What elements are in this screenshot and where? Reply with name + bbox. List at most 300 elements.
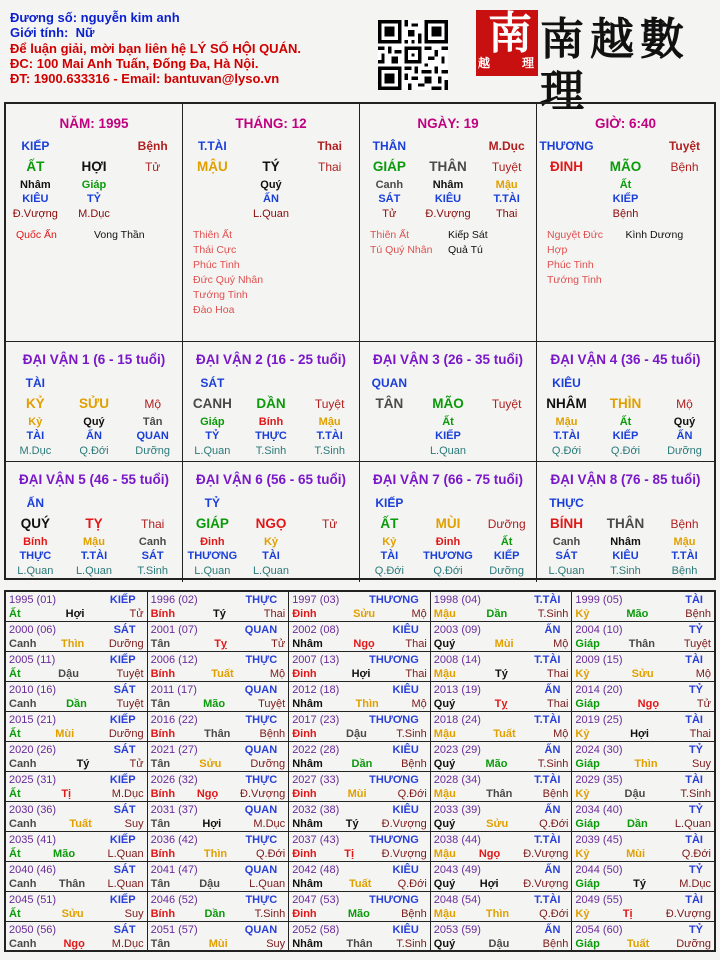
year-label: 2016 (22) <box>150 714 198 726</box>
year-branch: Dần <box>486 608 508 620</box>
year-cell[interactable] <box>6 592 148 622</box>
year-god: THƯƠNG <box>369 594 419 606</box>
year-cell[interactable] <box>572 772 714 802</box>
dai-van-god: KIẾP <box>375 496 404 510</box>
year-branch: Tuất <box>69 818 92 830</box>
year-stem: Quý <box>433 818 456 830</box>
year-stem: Mậu <box>433 608 456 620</box>
life-stage-row: L.Quan T.Sinh T.Sinh <box>194 445 345 457</box>
year-stage: Mộ <box>553 728 569 740</box>
year-stem: Nhâm <box>292 638 323 650</box>
year-stem: Kỷ <box>575 908 590 920</box>
year-god: THƯƠNG <box>369 774 419 786</box>
life-stage-row: L.Quan T.Sinh Bệnh <box>548 565 698 577</box>
year-stem: Tân <box>150 698 171 710</box>
year-branch: Sửu <box>486 818 509 830</box>
year-branch: Sửu <box>353 608 376 620</box>
year-cell[interactable] <box>431 802 573 832</box>
star-item: Nguyệt Đức Hợp <box>547 229 604 256</box>
year-stem: Nhâm <box>292 878 323 890</box>
star-item: Đào Hoa <box>193 304 235 316</box>
year-label: 2022 (28) <box>292 744 340 756</box>
stem-branch-row: MẬU TÝ Thai <box>196 159 342 174</box>
stem-branch-row: ĐINH MÃO Bệnh <box>550 159 699 174</box>
year-stage: L.Quan <box>107 848 144 860</box>
year-stage: Dưỡng <box>108 728 144 740</box>
year-stem: Tân <box>150 938 171 950</box>
year-label: 2001 (07) <box>150 624 198 636</box>
year-stage: T.Sinh <box>396 728 427 740</box>
year-cell[interactable] <box>431 622 573 652</box>
hidden-stems-row: Đinh Kỷ <box>200 536 279 548</box>
year-branch: Tý <box>633 878 646 890</box>
year-stem: Đinh <box>292 668 317 680</box>
year-cell[interactable] <box>431 772 573 802</box>
pillar-title: NĂM: 1995 <box>59 116 129 131</box>
year-stage: Đ.Vượng <box>381 818 427 830</box>
hidden-stems-row: Kỷ Quý Tân <box>28 416 163 428</box>
year-god: THỰC <box>245 654 278 666</box>
year-branch: Sửu <box>199 758 222 770</box>
life-stage-row: L.Quan <box>429 445 467 457</box>
year-god: KIÊU <box>392 624 419 636</box>
year-stage: Suy <box>124 908 144 920</box>
year-stage: Tuyệt <box>683 638 711 650</box>
gender-line: Giới tính: Nữ <box>10 25 95 41</box>
year-branch: Tỵ <box>214 638 228 650</box>
year-cell[interactable] <box>148 922 290 951</box>
year-branch: Mùi <box>494 638 514 650</box>
year-cell[interactable] <box>572 832 714 862</box>
year-cell[interactable] <box>148 652 290 682</box>
year-label: 2003 (09) <box>433 624 481 636</box>
year-cell[interactable] <box>431 832 573 862</box>
stem-branch-row: QUÝ TỴ Thai <box>20 516 165 531</box>
year-stage: Đ.Vượng <box>665 908 711 920</box>
year-god: SÁT <box>113 924 136 936</box>
year-stage: Bệnh <box>542 788 569 800</box>
year-god: KIẾP <box>109 654 136 666</box>
year-cell[interactable] <box>289 622 431 652</box>
year-god: THƯƠNG <box>369 654 419 666</box>
year-branch: Ngọ <box>478 848 501 860</box>
year-stem: Tân <box>150 758 171 770</box>
life-stage-row: Đ.Vượng M.Dục <box>12 208 110 220</box>
year-label: 2040 (46) <box>9 864 57 876</box>
year-cell[interactable] <box>572 592 714 622</box>
year-cell[interactable] <box>289 892 431 922</box>
year-stage: Q.Đới <box>539 908 569 920</box>
year-branch: Tý <box>345 818 359 830</box>
year-god: QUAN <box>244 924 278 936</box>
year-label: 2054 (60) <box>575 924 623 936</box>
star-item: Tướng Tinh <box>547 274 602 286</box>
year-branch: Dần <box>351 758 373 770</box>
year-branch: Thìn <box>485 908 510 920</box>
dai-van-8 <box>537 462 714 582</box>
year-branch: Dần <box>66 698 87 710</box>
year-cell[interactable] <box>6 832 148 862</box>
year-label: 2019 (25) <box>575 714 623 726</box>
stem-branch-row: ẤT MÙI Dưỡng <box>380 516 526 531</box>
year-god: TÀI <box>685 714 703 726</box>
year-branch: Thìn <box>203 848 228 860</box>
year-cell[interactable] <box>148 592 290 622</box>
year-cell[interactable] <box>431 712 573 742</box>
year-label: 2023 (29) <box>433 744 481 756</box>
stem-branch-row: BÍNH THÂN Bệnh <box>550 516 699 531</box>
dai-van-4 <box>537 342 714 462</box>
year-stem: Ất <box>9 848 21 860</box>
ten-god-row: KIẾP Bệnh <box>21 139 168 153</box>
year-cell[interactable] <box>572 922 714 951</box>
year-cell[interactable] <box>572 652 714 682</box>
year-god: ẤN <box>544 624 561 636</box>
year-cell[interactable] <box>289 832 431 862</box>
year-branch: Mùi <box>55 728 75 740</box>
year-stage: Bệnh <box>401 908 427 920</box>
year-cell[interactable] <box>289 862 431 892</box>
dai-van-title: ĐẠI VẬN 2 (16 - 25 tuổi) <box>195 352 347 367</box>
hidden-gods-row: KIẾP <box>612 193 639 205</box>
year-cell[interactable] <box>6 652 148 682</box>
year-cell[interactable] <box>6 622 148 652</box>
year-branch: Thân <box>346 938 373 950</box>
year-cell[interactable] <box>431 742 573 772</box>
year-stage: Mộ <box>269 668 286 680</box>
year-cell[interactable] <box>431 592 573 622</box>
year-stem: Canh <box>9 698 37 710</box>
year-god: THỰC <box>245 714 278 726</box>
dai-van-3 <box>360 342 537 462</box>
year-cell[interactable] <box>148 832 290 862</box>
year-stem: Giáp <box>575 758 600 770</box>
year-stem: Mậu <box>433 848 456 860</box>
year-branch: Tị <box>622 908 633 920</box>
year-god: SÁT <box>113 684 136 696</box>
year-stage: Thai <box>546 668 569 680</box>
year-stem: Mậu <box>433 728 456 740</box>
year-cell[interactable] <box>289 682 431 712</box>
year-god: KIẾP <box>109 834 136 846</box>
year-god: KIẾP <box>109 774 136 786</box>
year-label: 2050 (56) <box>9 924 57 936</box>
pillar-title: GIỜ: 6:40 <box>594 116 657 131</box>
year-stem: Bính <box>150 668 176 680</box>
hidden-gods-row: KIÊU TỶ <box>22 193 102 205</box>
year-stage: M.Dục <box>679 878 711 890</box>
year-stem: Đinh <box>292 908 317 920</box>
year-branch: Sửu <box>61 908 84 920</box>
star-item: Quốc Ấn <box>16 229 57 241</box>
year-label: 2006 (12) <box>150 654 198 666</box>
year-god: THỰC <box>245 834 278 846</box>
year-stage: Dưỡng <box>108 638 144 650</box>
year-god: T.TÀI <box>534 774 561 786</box>
year-god: T.TÀI <box>534 834 561 846</box>
special-stars <box>6 228 182 243</box>
year-cell[interactable] <box>6 682 148 712</box>
year-cell[interactable] <box>431 922 573 951</box>
year-cell[interactable] <box>572 862 714 892</box>
stem-branch-row: CANH DẦN Tuyệt <box>192 396 345 411</box>
year-cell[interactable] <box>6 892 148 922</box>
star-item: Quả Tú <box>448 244 483 256</box>
year-label: 2013 (19) <box>433 684 481 696</box>
ten-god-row: THƯƠNG Tuyệt <box>539 139 701 153</box>
dai-van-title: ĐẠI VẬN 6 (56 - 65 tuổi) <box>195 472 347 487</box>
year-stage: T.Sinh <box>537 758 569 770</box>
year-stem: Kỷ <box>575 668 590 680</box>
year-label: 2033 (39) <box>433 804 481 816</box>
year-god: ẤN <box>544 744 561 756</box>
year-label: 2004 (10) <box>575 624 623 636</box>
year-cell[interactable] <box>289 742 431 772</box>
year-branch: Mão <box>347 908 370 920</box>
year-cell[interactable] <box>148 862 290 892</box>
year-label: 2052 (58) <box>292 924 340 936</box>
year-god: THỰC <box>245 894 278 906</box>
year-stage: Q.Đới <box>397 878 427 890</box>
year-cell[interactable] <box>572 622 714 652</box>
year-stem: Đinh <box>292 608 317 620</box>
brand-name: 南越數理 <box>540 14 690 117</box>
four-pillars-chart <box>4 102 716 580</box>
pillar-year <box>6 104 183 342</box>
year-god: T.TÀI <box>534 894 561 906</box>
year-god: THƯƠNG <box>369 834 419 846</box>
year-stage: Đ.Vượng <box>523 848 569 860</box>
year-branch: Tý <box>494 668 508 680</box>
address-line: ĐC: 100 Mai Anh Tuấn, Đống Đa, Hà Nội. <box>10 55 259 71</box>
year-label: 2017 (23) <box>292 714 340 726</box>
year-cell[interactable] <box>148 892 290 922</box>
year-branch: Dậu <box>58 668 79 680</box>
hidden-gods-row: TỶ THỰC T.TÀI <box>205 430 343 442</box>
qr-code-icon[interactable] <box>378 20 448 90</box>
year-branch: Dậu <box>199 878 221 890</box>
year-stage: Tuyệt <box>116 698 144 710</box>
year-stem: Kỷ <box>575 728 590 740</box>
year-branch: Hợi <box>65 608 85 620</box>
year-cell[interactable] <box>431 862 573 892</box>
year-stem: Bính <box>150 728 176 740</box>
year-god: QUAN <box>244 744 278 756</box>
year-cell[interactable] <box>148 682 290 712</box>
year-cell[interactable] <box>572 682 714 712</box>
year-cell[interactable] <box>289 712 431 742</box>
year-branch: Tuất <box>211 668 234 680</box>
hidden-gods-row: SÁT KIÊU T.TÀI <box>378 193 520 205</box>
year-god: KIÊU <box>392 804 419 816</box>
dai-van-god: TÀI <box>25 376 45 390</box>
year-label: 2015 (21) <box>9 714 57 726</box>
year-cell[interactable] <box>148 742 290 772</box>
pillar-month <box>183 104 360 342</box>
year-label: 2053 (59) <box>433 924 481 936</box>
life-stage-row: M.Dục Q.Đới Dưỡng <box>19 445 171 457</box>
year-cell[interactable] <box>289 592 431 622</box>
year-label: 2043 (49) <box>433 864 481 876</box>
year-stage: Tử <box>129 608 144 620</box>
yearly-luck-table <box>4 590 716 952</box>
year-branch: Hợi <box>351 668 371 680</box>
year-label: 2009 (15) <box>575 654 623 666</box>
year-branch: Tị <box>344 848 355 860</box>
dai-van-title: ĐẠI VẬN 5 (46 - 55 tuổi) <box>18 472 170 487</box>
year-god: KIẾP <box>109 594 136 606</box>
year-stage: T.Sinh <box>537 608 569 620</box>
year-stage: Đ.Vượng <box>381 848 427 860</box>
year-branch: Mão <box>203 698 226 710</box>
year-branch: Mùi <box>626 848 646 860</box>
hidden-gods-row: THƯƠNG TÀI <box>187 550 280 562</box>
year-stage: Thai <box>405 668 427 680</box>
year-cell[interactable] <box>148 622 290 652</box>
year-stem: Bính <box>150 908 176 920</box>
year-stem: Canh <box>9 758 37 770</box>
year-cell[interactable] <box>572 712 714 742</box>
year-cell[interactable] <box>431 682 573 712</box>
stem-branch-row: KỶ SỬU Mộ <box>25 396 161 411</box>
year-branch: Mùi <box>208 938 228 950</box>
star-item: Phúc Tinh <box>193 259 240 271</box>
star-item: Thiên Ất <box>370 229 410 241</box>
year-label: 2037 (43) <box>292 834 340 846</box>
year-stage: Mộ <box>695 668 711 680</box>
year-label: 2042 (48) <box>292 864 340 876</box>
year-cell[interactable] <box>148 712 290 742</box>
year-cell[interactable] <box>572 802 714 832</box>
dai-van-title: ĐẠI VẬN 8 (76 - 85 tuổi) <box>550 472 701 487</box>
dai-van-god: ẤN <box>26 496 44 510</box>
hidden-gods-row: TÀI ẤN QUAN <box>26 430 169 442</box>
year-stem: Canh <box>9 938 37 950</box>
dai-van-god: TỶ <box>204 496 220 510</box>
year-branch: Ngọ <box>637 698 660 710</box>
year-branch: Mão <box>626 608 649 620</box>
year-branch: Ngọ <box>196 788 219 800</box>
year-stage: Mộ <box>411 698 427 710</box>
year-cell[interactable] <box>289 652 431 682</box>
year-label: 2036 (42) <box>150 834 198 846</box>
star-item: Vong Thần <box>94 229 145 241</box>
year-cell[interactable] <box>289 922 431 951</box>
star-item: Kiếp Sát <box>448 229 488 241</box>
year-stem: Ất <box>9 788 21 800</box>
dai-van-1 <box>6 342 183 462</box>
year-branch: Tị <box>61 788 72 800</box>
year-stem: Quý <box>433 878 456 890</box>
year-god: KIÊU <box>392 684 419 696</box>
hidden-stems-row: Mậu Ất Quý <box>555 416 696 428</box>
year-branch: Thìn <box>634 758 658 770</box>
year-cell[interactable] <box>289 772 431 802</box>
pillar-title: NGÀY: 19 <box>417 116 479 131</box>
year-stem: Canh <box>9 818 37 830</box>
year-branch: Dậu <box>488 938 510 950</box>
year-stage: Bệnh <box>259 728 286 740</box>
year-stem: Quý <box>433 638 456 650</box>
year-label: 2029 (35) <box>575 774 623 786</box>
year-cell[interactable] <box>289 802 431 832</box>
star-item: Phúc Tinh <box>547 259 594 271</box>
year-label: 2025 (31) <box>9 774 57 786</box>
stem-branch-row: TÂN MÃO Tuyệt <box>375 396 522 411</box>
year-label: 2014 (20) <box>575 684 623 696</box>
year-stem: Nhâm <box>292 818 323 830</box>
special-stars <box>183 228 359 318</box>
year-branch: Thân <box>628 638 655 650</box>
year-stem: Tân <box>150 638 171 650</box>
ten-god-row: THÂN M.Dục <box>372 139 525 153</box>
year-cell[interactable] <box>6 772 148 802</box>
year-cell[interactable] <box>572 892 714 922</box>
year-label: 1998 (04) <box>433 594 481 606</box>
year-branch: Dậu <box>624 788 646 800</box>
stem-branch-row: GIÁP THÂN Tuyệt <box>372 159 522 174</box>
year-branch: Hợi <box>630 728 649 740</box>
year-label: 1996 (02) <box>150 594 198 606</box>
brand-logo[interactable] <box>476 8 714 117</box>
year-god: T.TÀI <box>534 714 561 726</box>
star-item: Tú Quý Nhân <box>370 244 433 256</box>
year-cell[interactable] <box>6 802 148 832</box>
year-god: QUAN <box>244 624 278 636</box>
life-stage-row: Bệnh <box>612 208 639 220</box>
star-item: Thái Cực <box>193 244 237 256</box>
year-cell[interactable] <box>6 742 148 772</box>
hidden-gods-row: T.TÀI KIẾP ẤN <box>553 430 693 442</box>
year-cell[interactable] <box>572 742 714 772</box>
year-god: TÀI <box>685 774 703 786</box>
year-label: 2026 (32) <box>150 774 198 786</box>
year-stage: Suy <box>692 758 711 770</box>
year-cell[interactable] <box>6 922 148 951</box>
year-stem: Nhâm <box>292 758 323 770</box>
year-stage: Dưỡng <box>676 938 711 950</box>
year-cell[interactable] <box>6 712 148 742</box>
year-cell[interactable] <box>6 862 148 892</box>
hidden-stems-row: Canh Nhâm Mậu <box>552 536 696 548</box>
year-god: THƯƠNG <box>369 714 419 726</box>
year-god: THỰC <box>245 594 278 606</box>
year-stem: Kỷ <box>575 608 590 620</box>
hidden-stems-row: Ất <box>442 416 454 428</box>
contact-invite: Để luận giải, mời bạn liên hệ LÝ SỐ HỘI QUÁN. <box>10 40 301 56</box>
dai-van-title: ĐẠI VẬN 3 (26 - 35 tuổi) <box>372 352 524 367</box>
year-god: T.TÀI <box>534 654 561 666</box>
year-cell[interactable] <box>431 892 573 922</box>
stem-branch-row: NHÂM THÌN Mộ <box>546 396 693 411</box>
year-god: TÀI <box>685 894 703 906</box>
year-label: 1999 (05) <box>575 594 623 606</box>
hidden-stems-row: Nhâm Giáp <box>20 179 107 191</box>
year-god: KIẾP <box>109 894 136 906</box>
year-label: 2048 (54) <box>433 894 481 906</box>
year-stage: Bệnh <box>401 758 427 770</box>
year-stage: Đ.Vượng <box>523 878 569 890</box>
year-branch: Tý <box>76 758 90 770</box>
year-stage: Q.Đới <box>397 788 427 800</box>
year-cell[interactable] <box>431 652 573 682</box>
star-item: Tướng Tinh <box>193 289 248 301</box>
year-cell[interactable] <box>148 772 290 802</box>
year-god: T.TÀI <box>534 594 561 606</box>
year-god: QUAN <box>244 804 278 816</box>
year-branch: Mùi <box>347 788 367 800</box>
year-cell[interactable] <box>148 802 290 832</box>
